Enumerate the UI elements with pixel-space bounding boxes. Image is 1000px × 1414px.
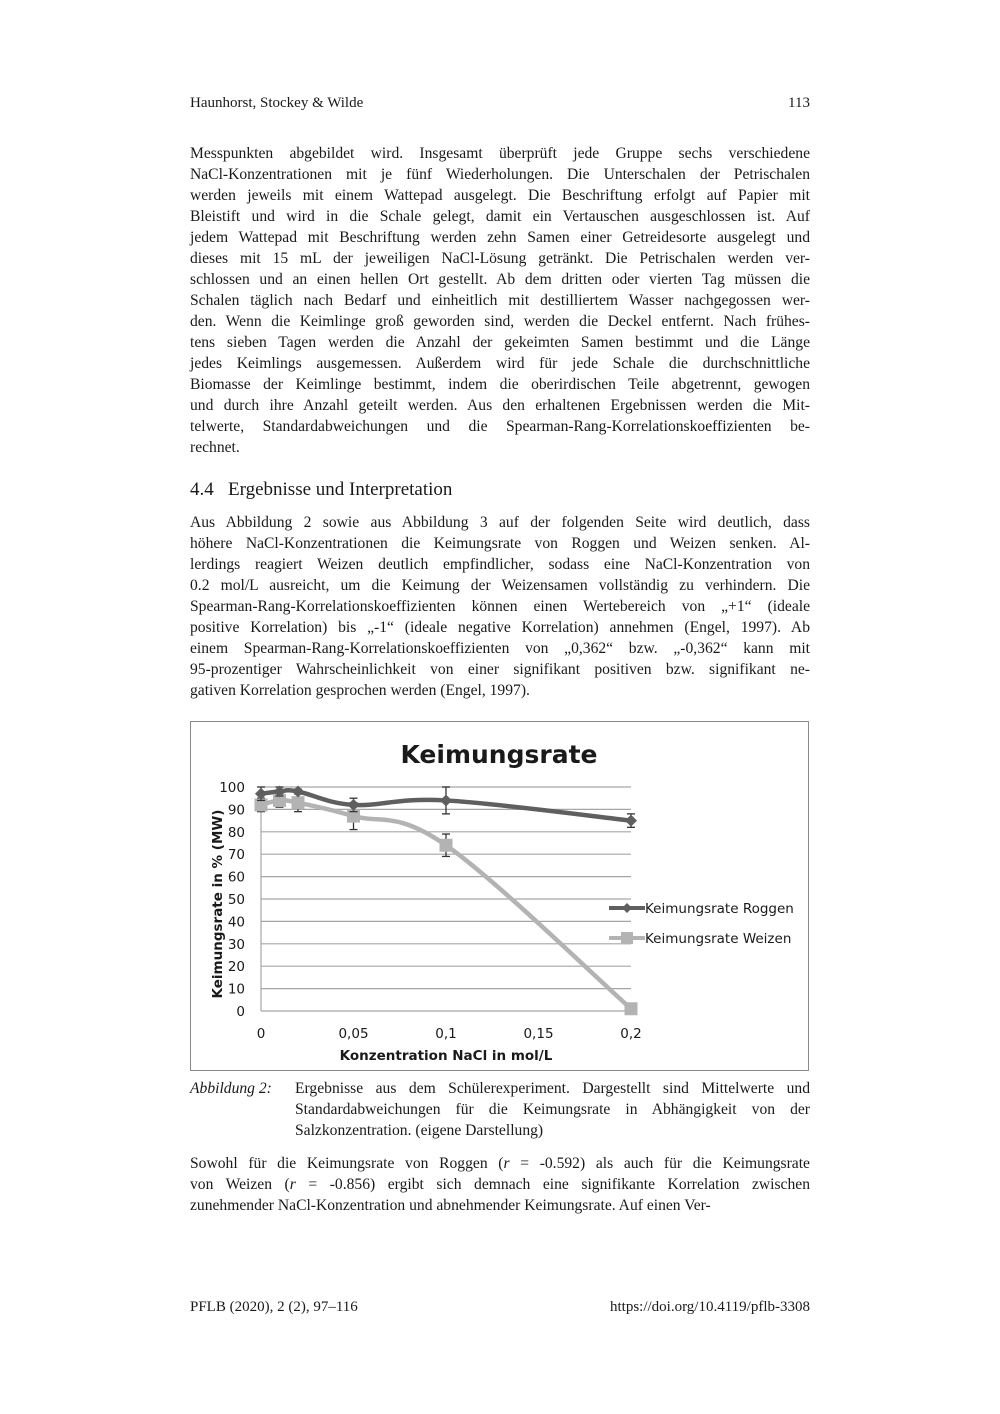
text-line: rechnet. bbox=[190, 439, 240, 456]
y-tick-label: 100 bbox=[219, 780, 245, 796]
text-line: Messpunkten abgebildet wird. Insgesamt überprüft jede Gruppe sechs verschiedene bbox=[190, 145, 810, 162]
text-line: NaCl-Konzentrationen mit je fünf Wiederholungen. Die Unterschalen der Petrischalen bbox=[190, 166, 810, 183]
section-number: 4.4 bbox=[190, 479, 214, 500]
y-tick-label: 70 bbox=[227, 847, 245, 864]
text-line: Sowohl für die Keimungsrate von Roggen (r = -0.592) als auch für die Keimungsrate bbox=[190, 1155, 810, 1172]
text-line: positive Korrelation) bis „-1“ (ideale negative Korrelation) annehmen (Engel, 1997). Ab bbox=[190, 619, 810, 636]
y-tick-label: 50 bbox=[227, 892, 245, 908]
text-line: Bleistift und wird in die Schale gelegt, damit ein Vertauschen ausgeschlossen ist. Auf bbox=[190, 208, 810, 225]
page-number: 113 bbox=[788, 95, 810, 111]
legend-label: Keimungsrate Weizen bbox=[645, 931, 792, 947]
legend-label: Keimungsrate Roggen bbox=[645, 901, 794, 917]
text-line: jedem Wattepad mit Beschriftung werden zehn Samen einer Getreidesorte ausgelegt und bbox=[190, 229, 810, 246]
variable-r: r bbox=[503, 1155, 510, 1172]
text-line: telwerte, Standardabweichungen und die Spearman-Rang-Korrelationskoeffizienten be- bbox=[190, 418, 810, 435]
variable-r: r bbox=[289, 1176, 296, 1193]
y-tick-label: 0 bbox=[236, 1004, 245, 1020]
text-line: Spearman-Rang-Korrelationskoeffizienten können einen Wertebereich von „+1“ (ideale bbox=[190, 598, 810, 615]
text-line: lerdings reagiert Weizen deutlich empfindlicher, sodass eine NaCl-Konzentration von bbox=[190, 556, 810, 573]
y-tick-label: 90 bbox=[227, 802, 245, 819]
x-tick-label: 0,15 bbox=[523, 1026, 554, 1042]
y-tick-label: 40 bbox=[227, 914, 245, 931]
text-line: und durch ihre Anzahl geteilt werden. Aus den erhaltenen Ergebnissen werden die Mit- bbox=[190, 397, 810, 414]
legend-marker-square bbox=[621, 932, 633, 944]
text-line: Biomasse der Keimlinge bestimmt, indem die oberirdischen Teile abgetrennt, gewogen bbox=[190, 376, 810, 393]
data-point-weizen bbox=[292, 796, 305, 809]
legend-marker-diamond bbox=[622, 903, 632, 913]
text-line: Schalen täglich nach Bedarf und einheitlich mit destilliertem Wasser nachgegossen wer- bbox=[190, 292, 810, 309]
keimungsrate-chart bbox=[191, 722, 810, 1072]
header-authors: Haunhorst, Stockey & Wilde bbox=[190, 95, 364, 111]
x-tick-label: 0 bbox=[256, 1026, 266, 1042]
data-point-weizen bbox=[440, 839, 453, 852]
text-line: Aus Abbildung 2 sowie aus Abbildung 3 auf der folgenden Seite wird deutlich, dass bbox=[190, 514, 810, 531]
paragraph-methods bbox=[190, 143, 810, 458]
text-line: jedes Keimlings ausgemessen. Außerdem wird für jede Schale die durchschnittliche bbox=[190, 355, 810, 372]
paragraph-correlation bbox=[190, 1153, 810, 1216]
footer-citation: PFLB (2020), 2 (2), 97–116 bbox=[190, 1299, 358, 1315]
section-title: Ergebnisse und Interpretation bbox=[228, 479, 453, 500]
data-point-roggen bbox=[440, 794, 452, 806]
data-point-weizen bbox=[625, 1002, 638, 1015]
text-line: 0.2 mol/L ausreicht, um die Keimung der Weizensamen vollständig zu verhindern. Die bbox=[190, 577, 810, 594]
x-tick-label: 0,2 bbox=[620, 1026, 642, 1042]
y-tick-label: 60 bbox=[227, 869, 245, 886]
data-point-roggen bbox=[255, 788, 267, 800]
text-line: einem Spearman-Rang-Korrelationskoeffizienten von „0,362“ bzw. „-0,362“ kann mit bbox=[190, 640, 810, 657]
text-line: 95-prozentiger Wahrscheinlichkeit von einer signifikant positiven bzw. signifikant ne- bbox=[190, 661, 810, 678]
figure-caption bbox=[190, 1078, 810, 1141]
page-footer bbox=[190, 1299, 810, 1316]
y-tick-label: 20 bbox=[227, 959, 245, 976]
text-line: werden jeweils mit einem Wattepad ausgelegt. Die Beschriftung erfolgt auf Papier mit bbox=[190, 187, 810, 204]
running-header bbox=[190, 95, 810, 112]
paragraph-results bbox=[190, 512, 810, 701]
text-line: zunehmender NaCl-Konzentration und abnehmender Keimungsrate. Auf einen Ver- bbox=[190, 1197, 711, 1214]
chart-title: Keimungsrate bbox=[400, 740, 598, 769]
caption-text: Ergebnisse aus dem Schülerexperiment. Dargestellt sind Mittelwerte und Standardabweichungen für die Keimungsrate in Abhängigkeit von der Salzkonzentration. (eigene Darstellung) bbox=[295, 1080, 810, 1139]
caption-label: Abbildung 2: bbox=[190, 1080, 272, 1097]
footer-doi[interactable]: https://doi.org/10.4119/pflb-3308 bbox=[609, 1299, 810, 1315]
text-line: höhere NaCl-Konzentrationen die Keimungsrate von Roggen und Weizen senken. Al- bbox=[190, 535, 810, 552]
text-line: dieses mit 15 mL der jeweiligen NaCl-Lösung getränkt. Die Petrischalen werden ver- bbox=[190, 250, 810, 267]
figure-chart bbox=[190, 721, 809, 1071]
y-tick-label: 10 bbox=[227, 981, 245, 998]
x-axis-label: Konzentration NaCl in mol/L bbox=[339, 1048, 553, 1064]
y-tick-label: 80 bbox=[227, 824, 245, 841]
data-point-roggen bbox=[625, 815, 637, 827]
x-tick-label: 0,05 bbox=[338, 1026, 369, 1042]
text-line: tens sieben Tagen werden die Anzahl der gekeimten Samen bestimmt und die Länge bbox=[190, 334, 810, 351]
text-line: von Weizen (r = -0.856) ergibt sich demnach eine signifikante Korrelation zwischen bbox=[190, 1176, 810, 1193]
y-axis-label: Keimungsrate in % (MW) bbox=[210, 809, 226, 999]
text-line: den. Wenn die Keimlinge groß geworden sind, werden die Deckel entfernt. Nach frühes- bbox=[190, 313, 810, 330]
text-line: gativen Korrelation gesprochen werden (Engel, 1997). bbox=[190, 682, 530, 699]
text-line: schlossen und an einen hellen Ort gestellt. Ab dem dritten oder vierten Tag müssen die bbox=[190, 271, 810, 288]
y-tick-label: 30 bbox=[227, 936, 245, 953]
x-tick-label: 0,1 bbox=[435, 1026, 457, 1042]
section-heading bbox=[190, 479, 452, 501]
